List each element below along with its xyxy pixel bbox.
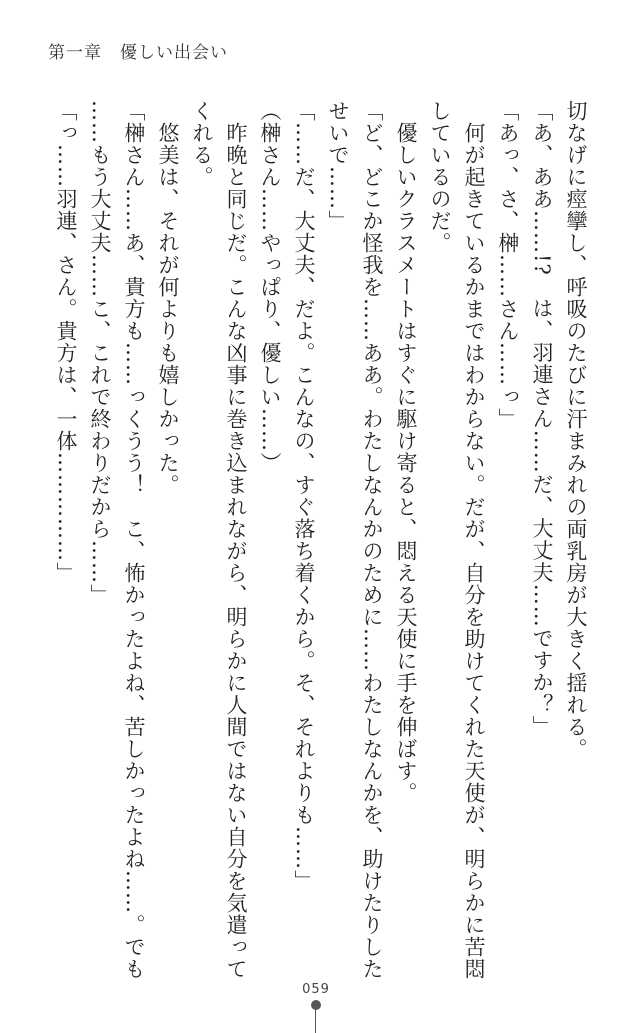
text-line: 切なげに痙攣し、呼吸のたびに汗まみれの両乳房が大きく揺れる。 bbox=[564, 100, 588, 760]
page-number: 059 bbox=[302, 982, 330, 997]
vertical-text-block bbox=[49, 100, 593, 980]
running-header: 第一章 優しい出会い bbox=[48, 43, 228, 63]
text-line: 何が起きているかまではわからない。だが、自分を助けてくれた天使が、明らかに苦悶 bbox=[462, 100, 486, 980]
text-line: 悠美は、それが何よりも嬉しかった。 bbox=[156, 100, 180, 496]
text-line: くれる。 bbox=[190, 100, 214, 188]
text-line: 「あっ、さ、榊……さん……っ」 bbox=[496, 100, 520, 430]
text-line: しているのだ。 bbox=[428, 100, 452, 254]
text-line: （榊さん……やっぱり、優しい……） bbox=[258, 100, 282, 474]
text-line: 昨晩と同じだ。こんな凶事に巻き込まれながら、明らかに人間ではない自分を気遣って bbox=[224, 100, 248, 980]
text-line: 「っ……羽連、さん。貴方は、一体……………」 bbox=[54, 100, 78, 584]
text-line: ……もう大丈夫……こ、これで終わりだから……」 bbox=[88, 100, 112, 606]
text-line: 「榊さん……あ、貴方も……っくうう！ こ、怖かったよね、苦しかったよね……。でも bbox=[122, 100, 146, 980]
text-line: 優しいクラスメートはすぐに駆け寄ると、悶える天使に手を伸ばす。 bbox=[394, 100, 418, 804]
text-line: 「ど、どこか怪我を……ああ。わたしなんかのために……わたしなんかを、助けたりした bbox=[360, 100, 384, 980]
text-line: せいで……」 bbox=[326, 100, 350, 232]
page-marker-line bbox=[315, 1008, 316, 1033]
text-line: 「あ、ああ……!? は、羽連さん……だ、大丈夫……ですか？」 bbox=[530, 100, 554, 738]
page-marker-dot bbox=[311, 1000, 321, 1010]
text-line: 「……だ、大丈夫、だよ。こんなの、すぐ落ち着くから。そ、それよりも……」 bbox=[292, 100, 316, 892]
